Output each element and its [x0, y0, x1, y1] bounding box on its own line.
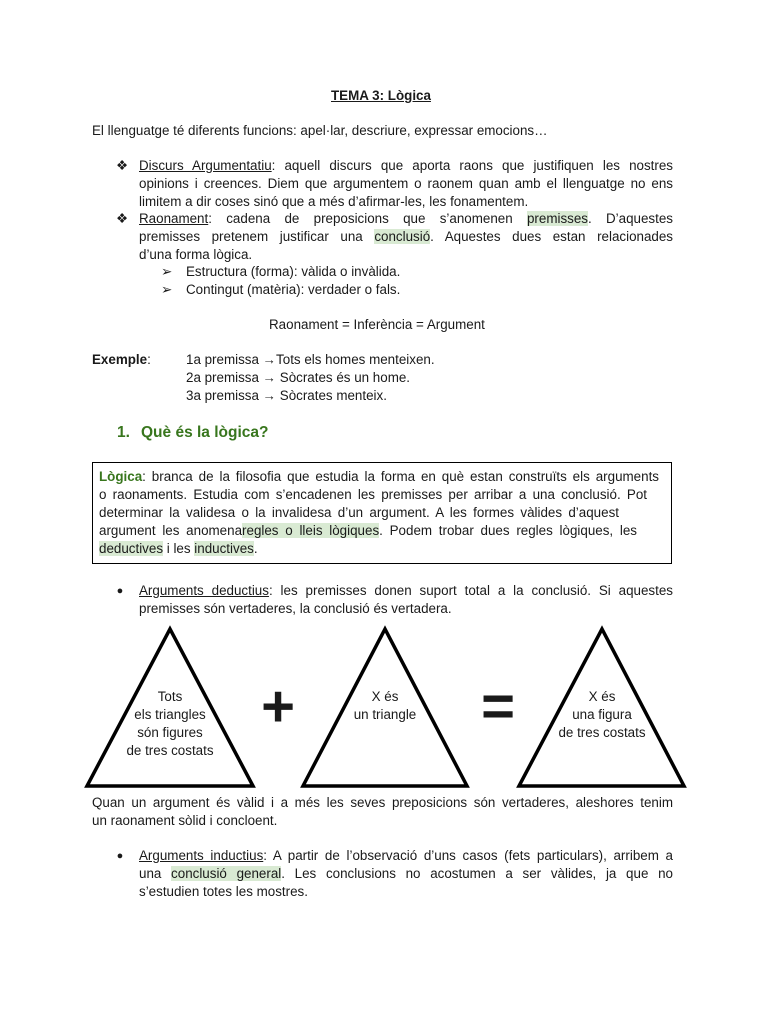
valid-line-1: Quan un argument és vàlid i a més les seves preposicions són vertaderes, aleshores tenim — [92, 795, 673, 810]
triangle-3-line: de tres costats — [558, 725, 646, 740]
raonament-text-2a: premisses pretenem justificar una — [139, 229, 363, 244]
equation-text: Raonament = Inferència = Argument — [269, 317, 485, 332]
example-premise-1: 1a premissa →Tots els homes menteixen. — [186, 352, 435, 367]
definition-text-1: : branca de la filosofia que estudia la forma en què estan construïts els arguments — [142, 469, 659, 484]
discurs-term: Discurs Argumentatiu — [139, 158, 272, 173]
valid-line-2: un raonament sòlid i concloent. — [92, 813, 278, 828]
triangle-2-text — [325, 688, 445, 724]
example-colon: : — [147, 352, 151, 367]
definition-text-5mid: i les — [163, 541, 195, 556]
highlight-inductives: inductives — [194, 541, 254, 556]
triangle-2-line: X és — [371, 689, 399, 704]
plus-sign: + — [261, 674, 295, 739]
sub-item-estructura: Estructura (forma): vàlida o invàlida. — [186, 264, 401, 279]
definition-term: Lògica — [99, 469, 143, 484]
raonament-line-3: d’una forma lògica. — [139, 247, 253, 262]
triangle-1-text — [110, 688, 230, 760]
definition-text-4b: . Podem trobar dues regles lògiques, les — [379, 523, 638, 538]
section-number: 1. — [117, 424, 130, 441]
deductius-line-2: premisses són vertaderes, la conclusió és vertadera. — [139, 601, 452, 616]
triangle-1-line: els triangles — [134, 707, 206, 722]
highlight-conclusio: conclusió — [374, 229, 431, 244]
definition-line-2: o raonaments. Estudia com s’encadenen les premisses per arribar a una conclusió. Pot — [99, 487, 647, 502]
inductius-text-2a: una — [139, 866, 162, 881]
inductius-line-1 — [139, 847, 673, 865]
arrow-bullet-icon: ➢ — [161, 282, 173, 297]
diamond-bullet-icon: ❖ — [115, 158, 128, 173]
triangle-2-line: un triangle — [353, 707, 417, 722]
discurs-text-1: : aquell discurs que aporta raons que justifiquen les nostres — [271, 158, 673, 173]
definition-text-4a: argument les anomena — [99, 523, 243, 538]
highlight-conclusio-general: conclusió general — [171, 866, 282, 881]
section-heading: Què és la lògica? — [141, 424, 269, 441]
raonament-text-1b: . D’aquestes — [588, 211, 673, 226]
raonament-text-1a: : cadena de preposicions que s’anomenen — [208, 211, 513, 226]
triangle-3-line: una figura — [572, 707, 632, 722]
triangle-3-text — [542, 688, 662, 742]
discurs-line-2: opinions i creences. Diem que argumentem o raonem quan amb el llenguatge no ens — [139, 176, 673, 191]
definition-line-3: determinar la validesa o la invalidesa d’un argument. A les formes vàlides d’aquest — [99, 505, 619, 520]
deductius-term: Arguments deductius — [139, 583, 269, 598]
highlight-deductives: deductives — [99, 541, 164, 556]
highlight-premisses: premisses — [526, 211, 588, 226]
triangle-1-line: Tots — [157, 689, 183, 704]
highlight-regles: regles o lleis lògiques — [242, 523, 380, 538]
inductius-line-2 — [139, 865, 673, 883]
deductius-text-1: : les premisses donen suport total a la conclusió. Si aquestes — [268, 583, 673, 598]
page-title: TEMA 3: Lògica — [331, 88, 431, 103]
inductius-text-2b: . Les conclusions no acostumen a ser vàlides, ja que no — [281, 866, 673, 881]
raonament-term: Raonament — [139, 211, 209, 226]
example-label-text: Exemple — [92, 352, 148, 367]
inductius-line-3: s’estudien totes les mostres. — [139, 884, 308, 899]
example-premise-2: 2a premissa → Sòcrates és un home. — [186, 370, 411, 385]
definition-text-5end: . — [253, 541, 258, 556]
diamond-bullet-icon: ❖ — [115, 211, 128, 226]
triangle-3-line: X és — [588, 689, 616, 704]
discurs-line-3: limitem a dir coses sinó que a més d’afirmar-les, les fonamentem. — [139, 194, 529, 209]
arrow-bullet-icon: ➢ — [161, 264, 173, 279]
dot-bullet-icon: ● — [116, 585, 124, 597]
example-premise-3: 3a premissa → Sòcrates menteix. — [186, 388, 387, 403]
intro-text: El llenguatge té diferents funcions: apel·lar, descriure, expressar emocions… — [92, 123, 548, 138]
sub-item-contingut: Contingut (matèria): verdader o fals. — [186, 282, 401, 297]
dot-bullet-icon: ● — [116, 850, 124, 862]
triangle-1-line: de tres costats — [126, 743, 214, 758]
triangle-1-line: són figures — [137, 725, 203, 740]
inductius-term: Arguments inductius — [139, 848, 264, 863]
equals-sign: = — [481, 674, 515, 739]
raonament-text-2b: . Aquestes dues estan relacionades — [430, 229, 673, 244]
inductius-text-1: : A partir de l’observació d’uns casos (fets particulars), arribem a — [263, 848, 673, 863]
